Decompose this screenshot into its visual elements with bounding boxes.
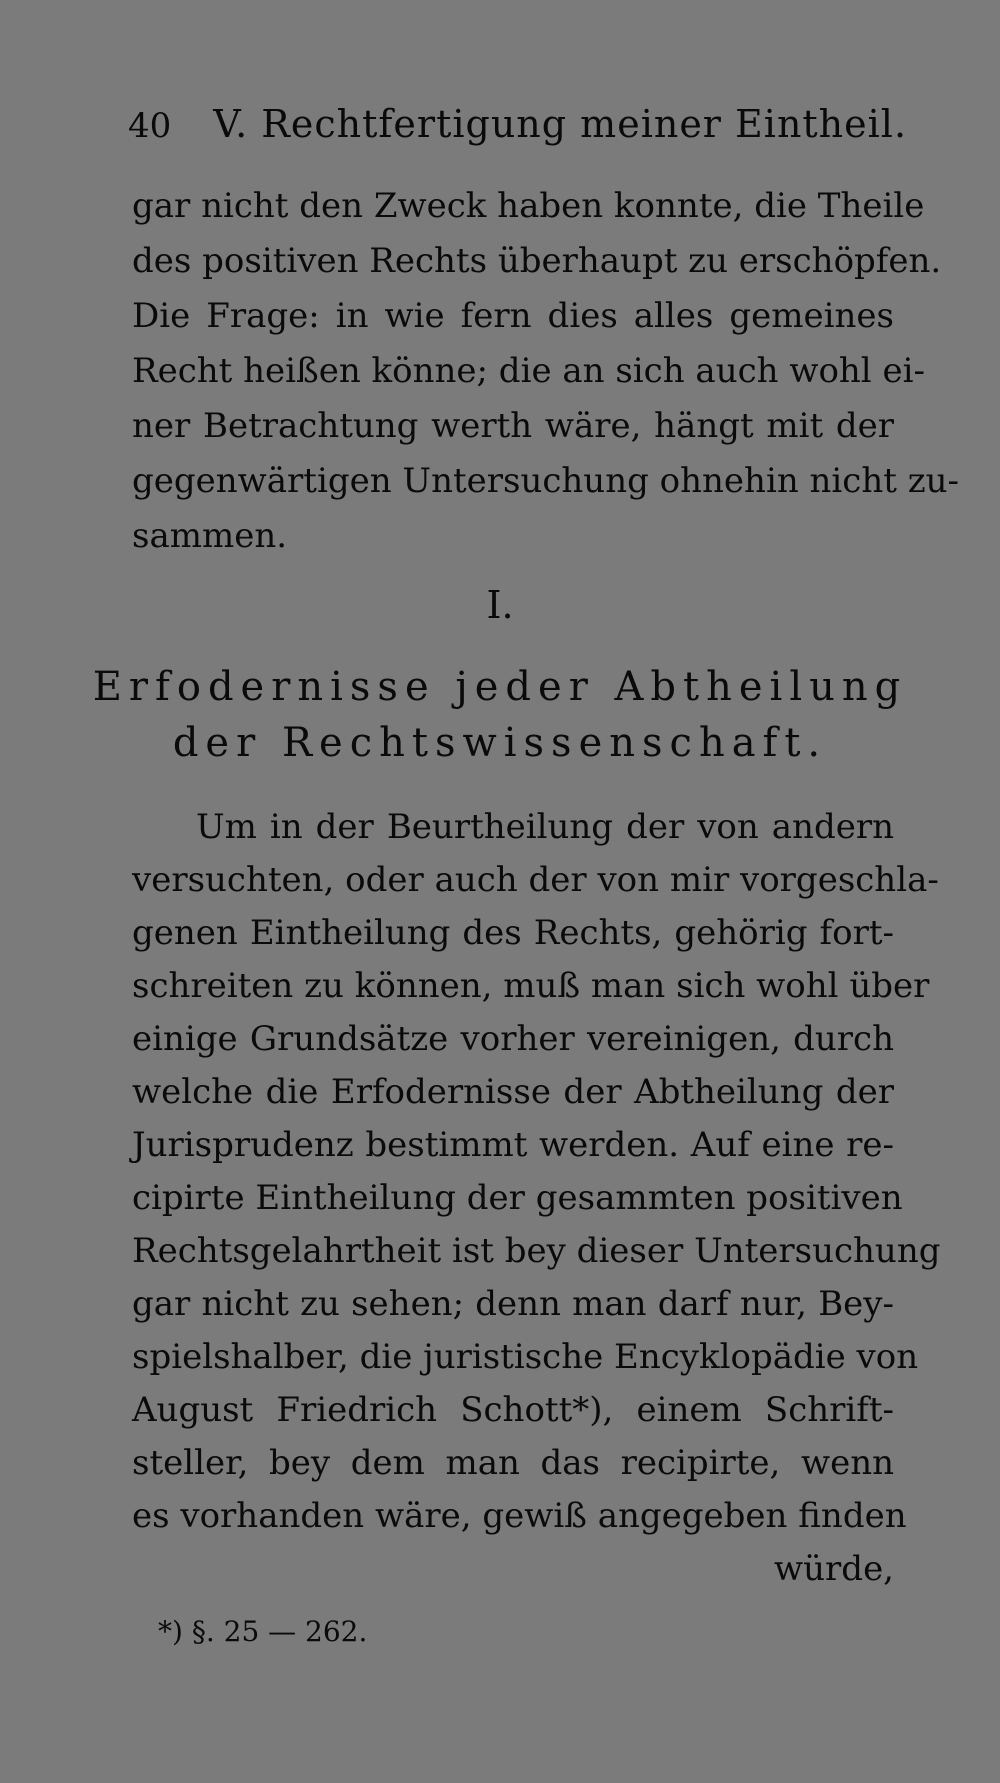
- text-line: des positiven Rechts überhaupt zu erschöpfen.: [132, 241, 942, 281]
- section-heading-line1: Erfodernisse jeder Abtheilung: [92, 664, 908, 710]
- text-line: spielshalber, die juristische Encyklopädie von: [132, 1337, 919, 1377]
- page-header: [128, 102, 908, 146]
- text-line: es vorhanden wäre, gewiß angegeben finden: [132, 1496, 907, 1536]
- section-heading-line2: der Rechtswissenschaft.: [172, 720, 828, 766]
- text-line: August Friedrich Schott*), einem Schrift-: [132, 1390, 894, 1430]
- catchword: würde,: [774, 1549, 894, 1589]
- footnote: *) §. 25 — 262.: [158, 1615, 368, 1648]
- text-line: Die Frage: in wie fern dies alles gemeines: [132, 296, 894, 336]
- text-line: welche die Erfodernisse der Abtheilung der: [132, 1072, 894, 1112]
- text-line: einige Grundsätze vorher vereinigen, durch: [132, 1019, 894, 1059]
- text-line: versuchten, oder auch der von mir vorgeschla-: [132, 860, 939, 900]
- page-number: 40: [128, 106, 172, 146]
- text-line: schreiten zu können, muß man sich wohl über: [132, 966, 930, 1006]
- text-line: steller, bey dem man das recipirte, wenn: [132, 1443, 894, 1483]
- text-line: Rechtsgelahrtheit ist bey dieser Untersuchung: [132, 1231, 941, 1271]
- running-head: V. Rechtfertigung meiner Eintheil.: [213, 102, 908, 146]
- section-number: I.: [486, 583, 514, 627]
- text-line: gar nicht zu sehen; denn man darf nur, Bey-: [132, 1284, 894, 1324]
- text-line: Jurisprudenz bestimmt werden. Auf eine re-: [132, 1125, 894, 1165]
- text-line: ner Betrachtung werth wäre, hängt mit der: [132, 406, 894, 446]
- text-line: gegenwärtigen Untersuchung ohnehin nicht zu-: [132, 461, 960, 501]
- text-line: gar nicht den Zweck haben konnte, die Theile: [132, 186, 925, 226]
- text-line: genen Eintheilung des Rechts, gehörig fort-: [132, 913, 894, 953]
- text-line: Recht heißen könne; die an sich auch wohl ei-: [132, 351, 925, 391]
- text-line: cipirte Eintheilung der gesammten positiven: [132, 1178, 903, 1218]
- text-line: sammen.: [132, 516, 288, 556]
- paragraph-first-line: Um in der Beurtheilung der von andern: [196, 807, 894, 847]
